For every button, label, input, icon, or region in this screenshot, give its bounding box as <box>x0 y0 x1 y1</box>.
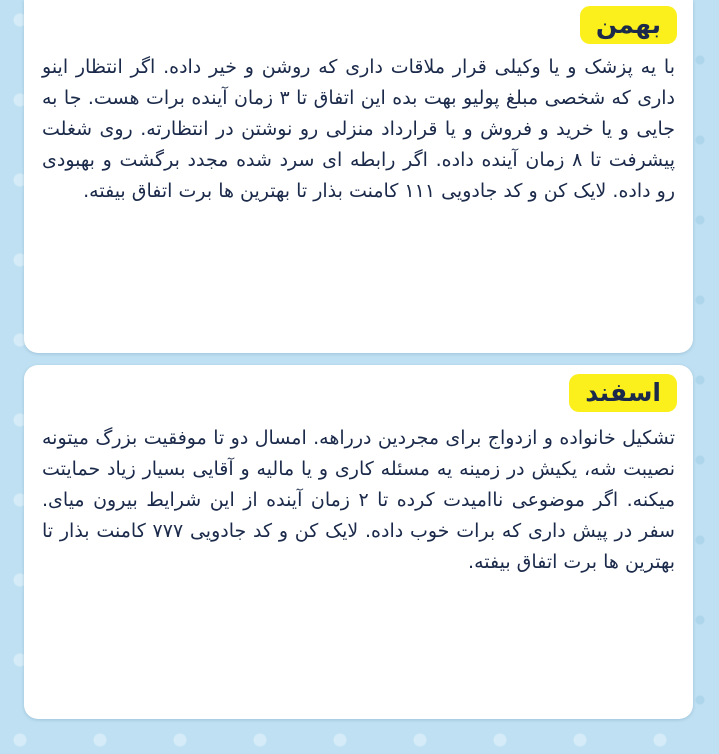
horoscope-card-esfand <box>24 365 693 719</box>
month-label: بهمن <box>580 6 677 44</box>
horoscope-text: تشکیل خانواده و ازدواج برای مجردین درراهه. امسال دو تا موفقیت بزرگ میتونه نصیبت شه، یکیش در زمینه یه مسئله کاری و یا مالیه و آقایی بسیار زیاد حمایتت میکنه. اگر موضوعی ناامیدت کرده تا ۲ زمان آینده از این شرایط بیرون میای. سفر در پیش داری که برات خوب داده. لایک کن و کد جادویی ۷۷۷ کامنت بذار تا بهترین ها برت اتفاق بیفته. <box>42 427 676 573</box>
horoscope-text: با یه پزشک و یا وکیلی قرار ملاقات داری که روشن و خیر داده. اگر انتظار اینو داری که شخصی مبلغ پولیو بهت بده این اتفاق تا ۳ زمان آینده برات هست. جا به جایی و یا خرید و فروش و یا قرارداد منزلی رو نوشتن در انتظارته. روی شغلت پیشرفت تا ۸ زمان آینده داده. اگر رابطه ای سرد شده مجدد برگشت و بهبودی رو داده. لایک کن و کد جادویی ۱۱۱ کامنت بذار تا بهترین ها برت اتفاق بیفته. <box>42 56 675 202</box>
horoscope-card-bahman <box>24 0 693 353</box>
month-label: اسفند <box>569 374 677 412</box>
